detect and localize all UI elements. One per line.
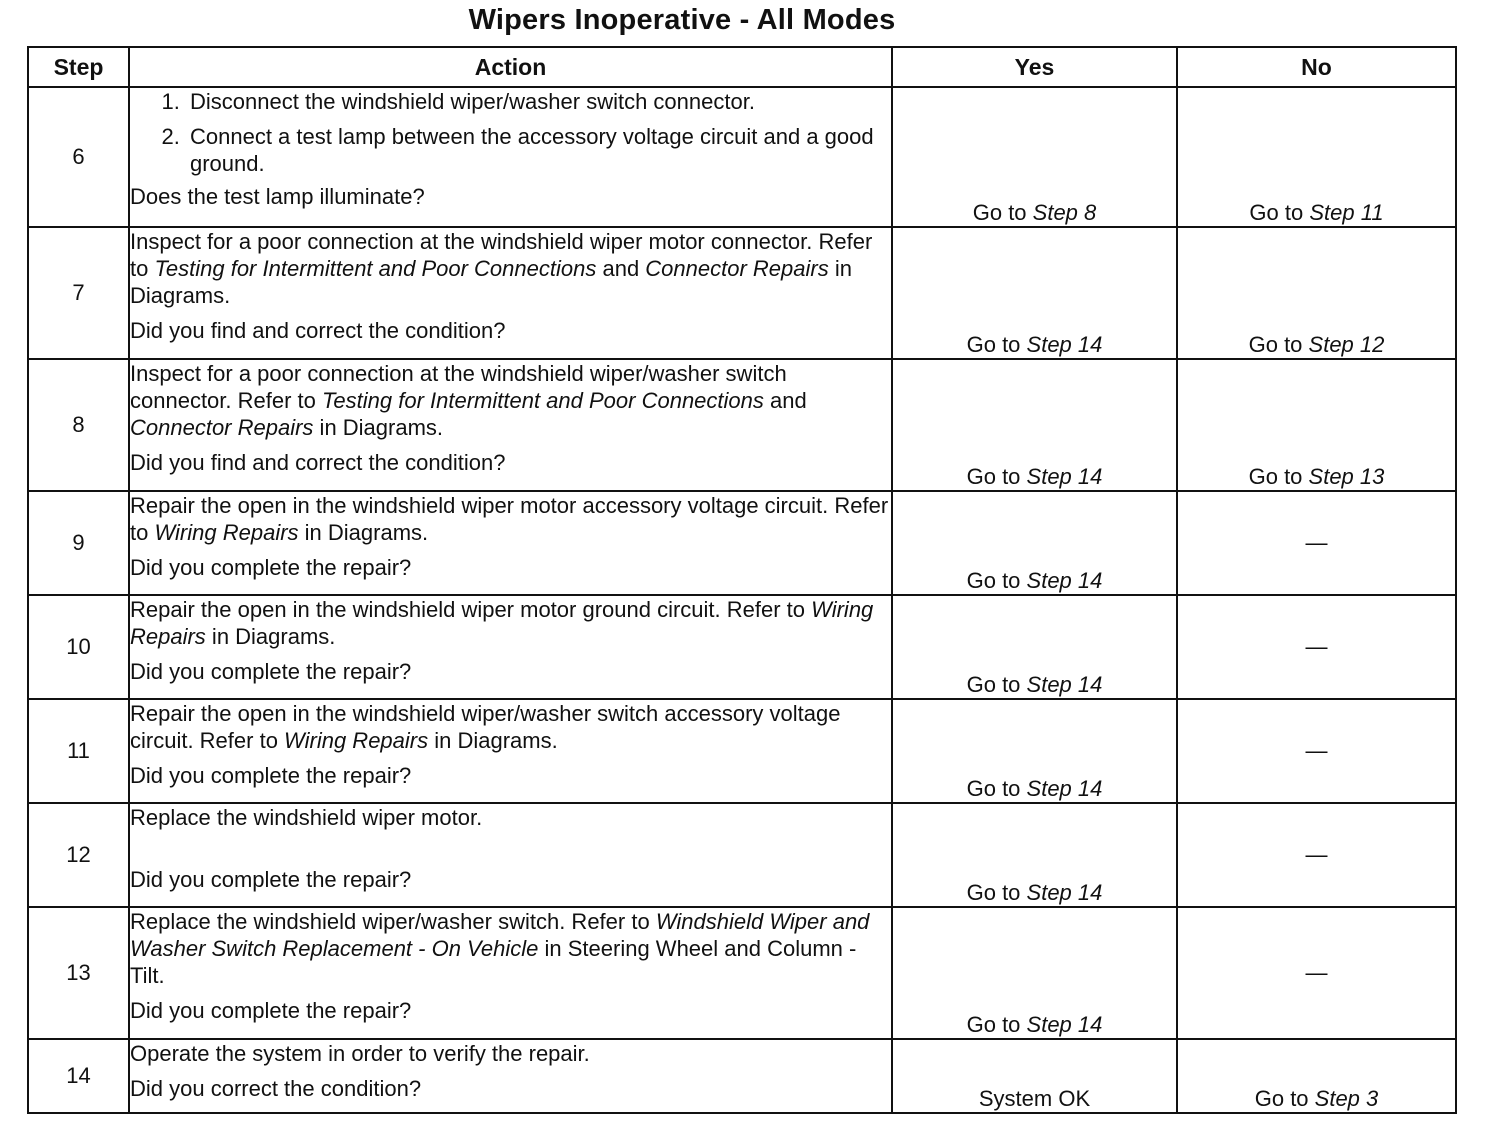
action-text-part: and [596,256,646,281]
action-text [130,492,891,546]
yes-cell [892,227,1177,359]
reference-link[interactable]: Wiring Repairs [284,728,429,753]
no-prefix: Go to [1248,464,1309,489]
action-text-part: Replace the windshield wiper motor. [130,805,483,830]
reference-link[interactable]: Connector Repairs [130,415,314,440]
action-text [130,596,891,650]
action-text-part: in Diagrams. [428,728,558,753]
yes-cell [892,699,1177,803]
yes-step-link[interactable]: Step 14 [1026,1012,1103,1037]
yes-step-link[interactable]: Step 14 [1026,332,1103,357]
action-text-part: Inspect for a poor connection at the windshield wiper/washer switch connector. Refer to [130,361,787,413]
list-item: 1. Disconnect the windshield wiper/washer switch connector. [186,88,891,115]
action-question: Did you find and correct the condition? [130,450,506,475]
yes-cell [892,87,1177,227]
list-item: 2. Connect a test lamp between the accessory voltage circuit and a good ground. [186,123,891,177]
action-text [130,700,891,754]
step-number: 10 [28,595,129,699]
yes-prefix: Go to [972,200,1033,225]
no-cell: — [1177,595,1456,699]
table-row [28,803,1456,907]
no-cell: — [1177,907,1456,1039]
action-text-part: Inspect for a poor connection at the windshield wiper motor connector. Refer to [130,229,873,281]
page-title: Wipers Inoperative - All Modes [468,4,896,36]
action-text-part: in Diagrams. [298,520,429,545]
action-cell [129,699,892,803]
action-text-part: Repair the open in the windshield wiper motor accessory voltage circuit. Refer to [130,493,889,545]
table-row [28,87,1456,227]
no-prefix: Go to [1254,1086,1315,1111]
yes-step-link[interactable]: Step 14 [1026,672,1103,697]
header-action: Action [129,47,892,87]
step-number: 6 [28,87,129,227]
no-step-link[interactable]: Step 3 [1314,1086,1379,1111]
table-row [28,1039,1456,1113]
yes-cell [892,803,1177,907]
no-cell: — [1177,803,1456,907]
action-question: Did you complete the repair? [130,998,412,1023]
action-question: Does the test lamp illuminate? [130,184,425,209]
action-cell [129,1039,892,1113]
action-text-part: Replace the windshield wiper/washer switch. Refer to [130,909,656,934]
action-text [130,228,891,309]
action-steps-list [130,88,891,177]
no-prefix: Go to [1248,332,1309,357]
action-text-part: in Diagrams. [205,624,336,649]
action-question: Did you correct the condition? [130,1076,422,1101]
yes-prefix: Go to [966,332,1027,357]
action-text [130,908,891,989]
no-step-link[interactable]: Step 12 [1308,332,1385,357]
yes-prefix: Go to [966,672,1027,697]
header-no: No [1177,47,1456,87]
header-yes: Yes [892,47,1177,87]
no-cell [1177,359,1456,491]
step-number: 7 [28,227,129,359]
yes-cell [892,907,1177,1039]
step-number: 13 [28,907,129,1039]
action-text-part: Operate the system in order to verify the repair. [130,1041,590,1066]
action-question: Did you complete the repair? [130,867,412,892]
yes-cell [892,491,1177,595]
yes-prefix: Go to [966,568,1027,593]
step-number: 9 [28,491,129,595]
no-cell [1177,1039,1456,1113]
no-prefix: Go to [1249,200,1310,225]
step-number: 12 [28,803,129,907]
table-row [28,227,1456,359]
yes-cell: System OK [892,1039,1177,1113]
yes-step-link[interactable]: Step 14 [1026,568,1103,593]
table-row [28,699,1456,803]
action-cell [129,595,892,699]
yes-prefix: Go to [966,880,1027,905]
diagnostic-table [27,46,1457,1114]
reference-link[interactable]: Wiring Repairs [154,520,299,545]
yes-prefix: Go to [966,1012,1027,1037]
reference-link[interactable]: Wiring Repairs [130,597,874,649]
action-question: Did you complete the repair? [130,763,412,788]
table-row [28,359,1456,491]
no-step-link[interactable]: Step 13 [1308,464,1385,489]
reference-link[interactable]: Testing for Intermittent and Poor Connections [154,256,597,281]
action-text-part: in Diagrams. [313,415,444,440]
no-cell: — [1177,699,1456,803]
yes-step-link[interactable]: Step 8 [1032,200,1097,225]
action-question: Did you complete the repair? [130,555,412,580]
reference-link[interactable]: Testing for Intermittent and Poor Connections [322,388,764,413]
action-cell [129,491,892,595]
yes-prefix: Go to [966,464,1027,489]
yes-step-link[interactable]: Step 14 [1026,776,1103,801]
step-number: 11 [28,699,129,803]
table-row [28,907,1456,1039]
action-text-part: in Diagrams. [130,256,852,308]
action-cell [129,907,892,1039]
action-cell [129,227,892,359]
no-step-link[interactable]: Step 11 [1309,200,1384,225]
action-text-part: in Steering Wheel and Column - Tilt. [130,936,857,988]
action-text [130,1040,891,1067]
action-question: Did you complete the repair? [130,659,412,684]
action-text-part: Repair the open in the windshield wiper motor ground circuit. Refer to [130,597,812,622]
action-cell [129,359,892,491]
yes-prefix: Go to [966,776,1027,801]
action-cell [129,87,892,227]
reference-link[interactable]: Connector Repairs [645,256,829,281]
yes-step-link[interactable]: Step 14 [1026,464,1103,489]
step-number: 14 [28,1039,129,1113]
step-number: 8 [28,359,129,491]
yes-cell [892,595,1177,699]
action-text-part: and [763,388,807,413]
no-cell [1177,87,1456,227]
table-row [28,491,1456,595]
table-row [28,595,1456,699]
yes-cell [892,359,1177,491]
no-cell: — [1177,491,1456,595]
action-question: Did you find and correct the condition? [130,318,506,343]
action-cell [129,803,892,907]
reference-link[interactable]: Windshield Wiper and Washer Switch Replacement - On Vehicle [130,909,870,961]
header-step: Step [28,47,129,87]
action-text [130,804,891,831]
no-cell [1177,227,1456,359]
yes-step-link[interactable]: Step 14 [1026,880,1103,905]
action-text-part: Repair the open in the windshield wiper/washer switch accessory voltage circuit. Refer to [130,701,841,753]
table-header-row [28,47,1456,87]
action-text [130,360,891,441]
